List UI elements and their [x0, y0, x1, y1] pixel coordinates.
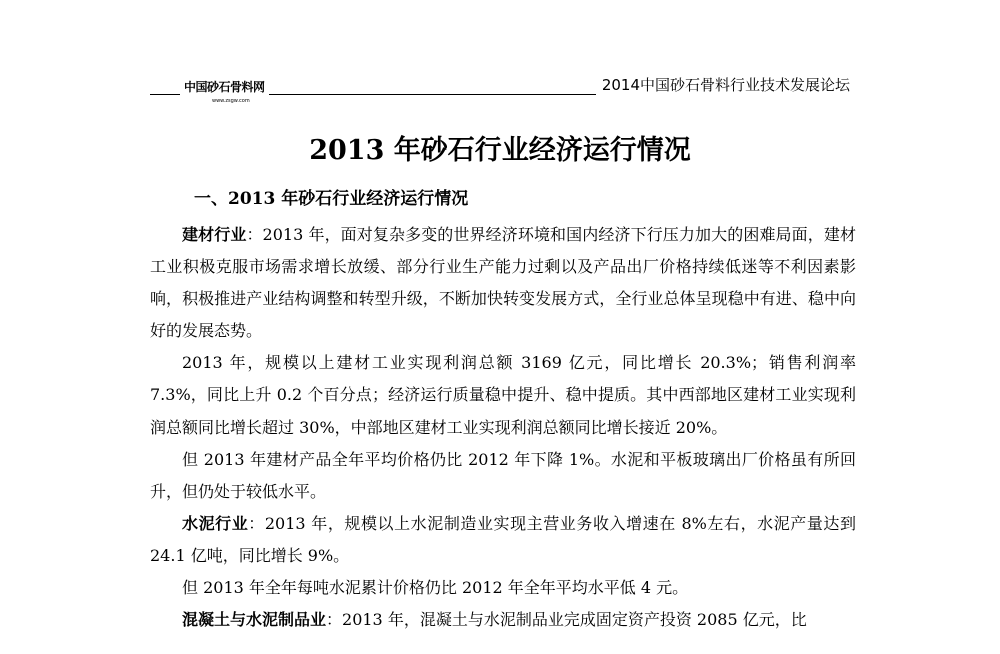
paragraph [150, 444, 856, 508]
document-title: 2013 年砂石行业经济运行情况 [309, 135, 691, 166]
paragraph-label: 混凝土与水泥制品业 [182, 610, 327, 630]
paragraph-text: ：2013 年，面对复杂多变的世界经济环境和国内经济下行压力加大的困难局面，建材工业积极克服市场需求增长放缓、部分行业生产能力过剩以及产品出厂价格持续低迷等不利因素影响，积极推进产业结构调整和转型升级，不断加快转变发展方式，全行业总体呈现稳中有进、稳中向好的发展态势。 [150, 225, 856, 341]
paragraph [150, 219, 856, 347]
paragraph [150, 604, 856, 636]
paragraph-text: 但 2013 年全年每吨水泥累计价格仍比 2012 年全年平均水平低 4 元。 [182, 578, 689, 598]
paragraph [150, 347, 856, 443]
paragraph-label: 建材行业 [182, 225, 247, 244]
page-header [150, 76, 850, 110]
paragraph-text: 2013 年，规模以上建材工业实现利润总额 3169 亿元，同比增长 20.3%；销售利润率 7.3%，同比上升 0.2 个百分点；经济运行质量稳中提升、稳中提质。其中西部地区建材工业实现利润总额同比增长超过 30%，中部地区建材工业实现利润总额同比增长接近 20%。 [150, 353, 856, 437]
site-logo: 中国砂石骨料网 [180, 78, 269, 95]
document-body [150, 219, 856, 636]
paragraph-label: 水泥行业 [182, 513, 249, 533]
forum-title: 2014中国砂石骨料行业技术发展论坛 [596, 74, 850, 95]
paragraph-text: ：2013 年，规模以上水泥制造业实现主营业务收入增速在 8%左右，水泥产量达到 24.1 亿吨，同比增长 9%。 [150, 513, 856, 565]
section-heading: 一、2013 年砂石行业经济运行情况 [194, 189, 469, 209]
paragraph [150, 508, 856, 572]
paragraph-text: ：2013 年，混凝土与水泥制品业完成固定资产投资 2085 亿元，比 [326, 610, 807, 630]
site-logo-url: www.zsgw.com [212, 98, 250, 104]
paragraph-text: 但 2013 年建材产品全年平均价格仍比 2012 年下降 1%。水泥和平板玻璃出厂价格虽有所回升，但仍处于较低水平。 [150, 449, 856, 501]
paragraph [150, 572, 856, 604]
